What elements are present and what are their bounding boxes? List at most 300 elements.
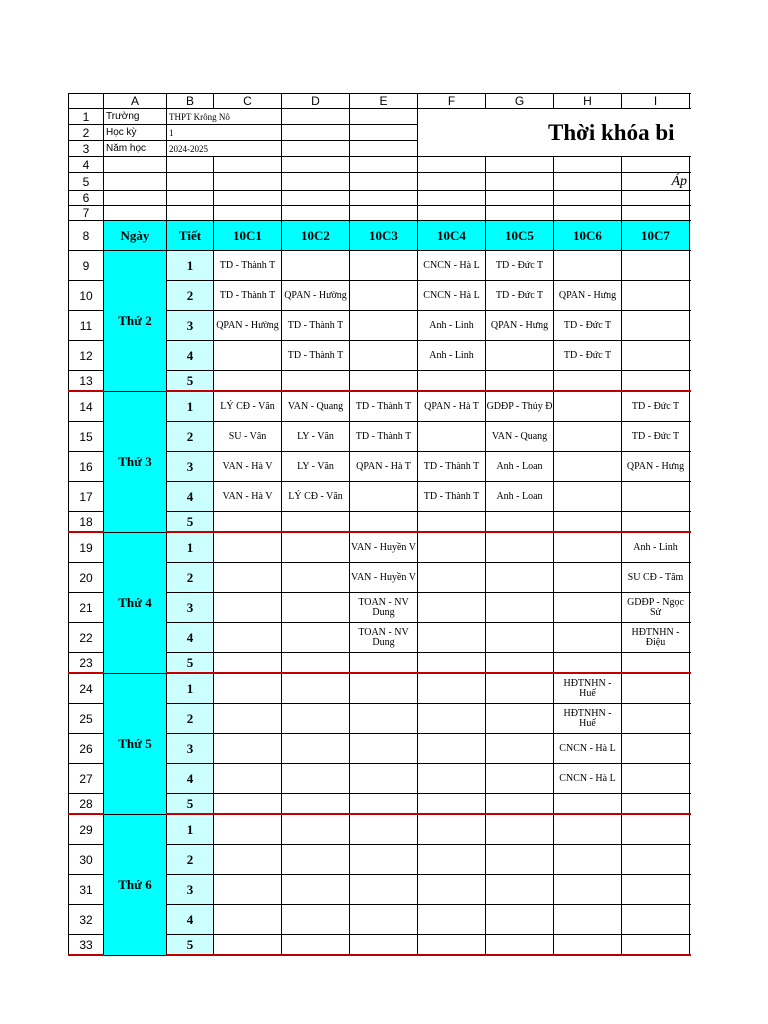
cell[interactable] bbox=[282, 173, 350, 191]
lesson-cell[interactable] bbox=[350, 341, 418, 371]
period-cell[interactable]: 2 bbox=[167, 422, 214, 452]
column-header[interactable]: F bbox=[418, 94, 486, 109]
year-label[interactable]: Năm học bbox=[104, 141, 167, 157]
lesson-cell[interactable] bbox=[554, 653, 622, 674]
cell[interactable] bbox=[690, 221, 692, 251]
cell[interactable] bbox=[104, 157, 167, 173]
lesson-cell[interactable] bbox=[214, 653, 282, 674]
lesson-cell[interactable] bbox=[214, 794, 282, 815]
cell[interactable] bbox=[104, 206, 167, 221]
lesson-cell[interactable]: GDĐP - Thủy Đ bbox=[486, 391, 554, 422]
lesson-cell[interactable] bbox=[282, 794, 350, 815]
lesson-cell[interactable] bbox=[282, 734, 350, 764]
lesson-cell[interactable]: SU - Vân bbox=[214, 422, 282, 452]
lesson-cell[interactable]: CNCN - Hà L bbox=[418, 251, 486, 281]
lesson-cell[interactable] bbox=[282, 251, 350, 281]
lesson-cell[interactable] bbox=[418, 704, 486, 734]
lesson-cell[interactable]: HĐTNHN - Huế bbox=[554, 704, 622, 734]
cell[interactable] bbox=[486, 173, 554, 191]
lesson-cell[interactable] bbox=[418, 563, 486, 593]
period-cell[interactable]: 2 bbox=[167, 845, 214, 875]
lesson-cell[interactable] bbox=[486, 935, 554, 956]
lesson-cell[interactable] bbox=[214, 704, 282, 734]
lesson-cell[interactable] bbox=[350, 905, 418, 935]
lesson-cell[interactable] bbox=[418, 935, 486, 956]
row-number[interactable]: 29 bbox=[69, 814, 104, 845]
row-number[interactable]: 19 bbox=[69, 532, 104, 563]
lesson-cell[interactable]: TD - Thành T bbox=[350, 391, 418, 422]
lesson-cell[interactable] bbox=[350, 704, 418, 734]
lesson-cell[interactable] bbox=[214, 764, 282, 794]
cell[interactable] bbox=[690, 764, 692, 794]
row-number[interactable]: 16 bbox=[69, 452, 104, 482]
semester-value[interactable]: 1 bbox=[167, 125, 282, 141]
lesson-cell[interactable]: VAN - Quang bbox=[486, 422, 554, 452]
row-number[interactable]: 18 bbox=[69, 512, 104, 533]
cell[interactable] bbox=[167, 173, 214, 191]
lesson-cell[interactable] bbox=[554, 452, 622, 482]
period-cell[interactable]: 3 bbox=[167, 452, 214, 482]
lesson-cell[interactable] bbox=[622, 482, 690, 512]
row-number[interactable]: 13 bbox=[69, 371, 104, 392]
cell[interactable] bbox=[282, 109, 350, 125]
lesson-cell[interactable] bbox=[554, 875, 622, 905]
row-number[interactable]: 21 bbox=[69, 593, 104, 623]
lesson-cell[interactable] bbox=[622, 251, 690, 281]
lesson-cell[interactable] bbox=[282, 623, 350, 653]
lesson-cell[interactable] bbox=[282, 814, 350, 845]
lesson-cell[interactable] bbox=[214, 623, 282, 653]
class-header[interactable]: 10C4 bbox=[418, 221, 486, 251]
cell[interactable] bbox=[350, 125, 418, 141]
cell[interactable] bbox=[690, 251, 692, 281]
lesson-cell[interactable]: LÝ CĐ - Văn bbox=[282, 482, 350, 512]
column-header[interactable]: C bbox=[214, 94, 282, 109]
cell[interactable] bbox=[214, 206, 282, 221]
lesson-cell[interactable]: Anh - Loan bbox=[486, 482, 554, 512]
lesson-cell[interactable]: LY - Văn bbox=[282, 452, 350, 482]
lesson-cell[interactable] bbox=[486, 532, 554, 563]
lesson-cell[interactable] bbox=[554, 905, 622, 935]
lesson-cell[interactable] bbox=[418, 875, 486, 905]
lesson-cell[interactable]: TD - Đức T bbox=[554, 341, 622, 371]
lesson-cell[interactable] bbox=[486, 341, 554, 371]
day-cell[interactable]: Thứ 6 bbox=[104, 814, 167, 955]
row-number[interactable]: 7 bbox=[69, 206, 104, 221]
lesson-cell[interactable]: VAN - Hà V bbox=[214, 482, 282, 512]
cell[interactable] bbox=[690, 371, 692, 392]
cell[interactable] bbox=[214, 173, 282, 191]
column-header[interactable]: A bbox=[104, 94, 167, 109]
cell[interactable] bbox=[690, 341, 692, 371]
lesson-cell[interactable] bbox=[350, 281, 418, 311]
lesson-cell[interactable] bbox=[554, 814, 622, 845]
cell[interactable] bbox=[690, 875, 692, 905]
day-header[interactable]: Ngày bbox=[104, 221, 167, 251]
lesson-cell[interactable] bbox=[214, 814, 282, 845]
lesson-cell[interactable]: TD - Thành T bbox=[418, 482, 486, 512]
lesson-cell[interactable]: VAN - Hà V bbox=[214, 452, 282, 482]
lesson-cell[interactable] bbox=[418, 734, 486, 764]
cell[interactable] bbox=[690, 563, 692, 593]
lesson-cell[interactable] bbox=[622, 704, 690, 734]
period-cell[interactable]: 5 bbox=[167, 935, 214, 956]
row-number[interactable]: 28 bbox=[69, 794, 104, 815]
lesson-cell[interactable] bbox=[214, 875, 282, 905]
row-number[interactable]: 10 bbox=[69, 281, 104, 311]
lesson-cell[interactable] bbox=[418, 532, 486, 563]
lesson-cell[interactable] bbox=[214, 593, 282, 623]
lesson-cell[interactable] bbox=[622, 764, 690, 794]
lesson-cell[interactable] bbox=[486, 734, 554, 764]
lesson-cell[interactable]: VAN - Huyền V bbox=[350, 532, 418, 563]
cell[interactable] bbox=[214, 191, 282, 206]
cell[interactable] bbox=[167, 157, 214, 173]
lesson-cell[interactable] bbox=[350, 371, 418, 392]
lesson-cell[interactable]: HĐTNHN - Huế bbox=[554, 673, 622, 704]
lesson-cell[interactable]: VAN - Quang bbox=[282, 391, 350, 422]
period-cell[interactable]: 3 bbox=[167, 734, 214, 764]
lesson-cell[interactable] bbox=[486, 673, 554, 704]
cell[interactable] bbox=[690, 532, 692, 563]
day-cell[interactable]: Thứ 3 bbox=[104, 391, 167, 532]
lesson-cell[interactable] bbox=[350, 482, 418, 512]
lesson-cell[interactable]: Anh - Linh bbox=[622, 532, 690, 563]
effective-note[interactable]: Áp bbox=[622, 173, 690, 191]
lesson-cell[interactable]: QPAN - Hường bbox=[214, 311, 282, 341]
row-number[interactable]: 23 bbox=[69, 653, 104, 674]
row-number[interactable]: 20 bbox=[69, 563, 104, 593]
lesson-cell[interactable] bbox=[486, 623, 554, 653]
lesson-cell[interactable] bbox=[418, 371, 486, 392]
lesson-cell[interactable] bbox=[282, 935, 350, 956]
lesson-cell[interactable] bbox=[418, 814, 486, 845]
lesson-cell[interactable]: TOAN - NV Dung bbox=[350, 623, 418, 653]
lesson-cell[interactable] bbox=[554, 391, 622, 422]
day-cell[interactable]: Thứ 4 bbox=[104, 532, 167, 673]
cell[interactable] bbox=[690, 422, 692, 452]
lesson-cell[interactable]: TD - Thành T bbox=[282, 311, 350, 341]
cell[interactable] bbox=[350, 109, 418, 125]
cell[interactable] bbox=[350, 173, 418, 191]
lesson-cell[interactable] bbox=[418, 512, 486, 533]
lesson-cell[interactable]: LÝ CĐ - Văn bbox=[214, 391, 282, 422]
cell[interactable] bbox=[554, 173, 622, 191]
period-cell[interactable]: 5 bbox=[167, 653, 214, 674]
cell[interactable] bbox=[690, 173, 692, 191]
cell[interactable] bbox=[690, 452, 692, 482]
row-number[interactable]: 32 bbox=[69, 905, 104, 935]
lesson-cell[interactable] bbox=[622, 794, 690, 815]
semester-label[interactable]: Học kỳ bbox=[104, 125, 167, 141]
lesson-cell[interactable] bbox=[486, 563, 554, 593]
row-number[interactable]: 8 bbox=[69, 221, 104, 251]
cell[interactable] bbox=[622, 157, 690, 173]
cell[interactable] bbox=[690, 935, 692, 956]
cell[interactable] bbox=[690, 281, 692, 311]
lesson-cell[interactable] bbox=[282, 875, 350, 905]
lesson-cell[interactable]: GDĐP - Ngọc Sử bbox=[622, 593, 690, 623]
lesson-cell[interactable] bbox=[622, 311, 690, 341]
class-header[interactable]: 10C7 bbox=[622, 221, 690, 251]
lesson-cell[interactable] bbox=[554, 422, 622, 452]
lesson-cell[interactable]: TD - Đức T bbox=[622, 391, 690, 422]
cell[interactable] bbox=[622, 191, 690, 206]
lesson-cell[interactable] bbox=[282, 593, 350, 623]
lesson-cell[interactable] bbox=[350, 734, 418, 764]
lesson-cell[interactable] bbox=[622, 512, 690, 533]
period-cell[interactable]: 3 bbox=[167, 875, 214, 905]
cell[interactable] bbox=[690, 206, 692, 221]
cell[interactable] bbox=[350, 191, 418, 206]
lesson-cell[interactable] bbox=[418, 623, 486, 653]
lesson-cell[interactable] bbox=[486, 845, 554, 875]
lesson-cell[interactable] bbox=[282, 704, 350, 734]
lesson-cell[interactable] bbox=[418, 845, 486, 875]
cell[interactable] bbox=[282, 191, 350, 206]
select-all-corner[interactable] bbox=[69, 94, 104, 109]
column-header-overflow[interactable] bbox=[690, 94, 692, 109]
column-header[interactable]: H bbox=[554, 94, 622, 109]
page-title[interactable]: Thời khóa bi bbox=[418, 109, 692, 157]
period-cell[interactable]: 5 bbox=[167, 512, 214, 533]
row-number[interactable]: 14 bbox=[69, 391, 104, 422]
lesson-cell[interactable] bbox=[486, 905, 554, 935]
lesson-cell[interactable] bbox=[486, 794, 554, 815]
lesson-cell[interactable]: TD - Đức T bbox=[486, 251, 554, 281]
lesson-cell[interactable] bbox=[282, 673, 350, 704]
lesson-cell[interactable] bbox=[554, 482, 622, 512]
cell[interactable] bbox=[350, 141, 418, 157]
cell[interactable] bbox=[104, 191, 167, 206]
cell[interactable] bbox=[282, 125, 350, 141]
lesson-cell[interactable] bbox=[554, 251, 622, 281]
lesson-cell[interactable] bbox=[350, 311, 418, 341]
lesson-cell[interactable]: QPAN - Hưng bbox=[554, 281, 622, 311]
cell[interactable] bbox=[167, 206, 214, 221]
lesson-cell[interactable] bbox=[350, 653, 418, 674]
row-number[interactable]: 31 bbox=[69, 875, 104, 905]
lesson-cell[interactable]: LY - Văn bbox=[282, 422, 350, 452]
cell[interactable] bbox=[690, 673, 692, 704]
class-header[interactable]: 10C6 bbox=[554, 221, 622, 251]
lesson-cell[interactable] bbox=[214, 532, 282, 563]
lesson-cell[interactable] bbox=[418, 905, 486, 935]
lesson-cell[interactable]: TD - Thành T bbox=[350, 422, 418, 452]
row-number[interactable]: 24 bbox=[69, 673, 104, 704]
lesson-cell[interactable] bbox=[350, 814, 418, 845]
lesson-cell[interactable]: TD - Đức T bbox=[622, 422, 690, 452]
period-cell[interactable]: 1 bbox=[167, 673, 214, 704]
class-header[interactable]: 10C2 bbox=[282, 221, 350, 251]
day-cell[interactable]: Thứ 2 bbox=[104, 251, 167, 392]
column-header[interactable]: B bbox=[167, 94, 214, 109]
row-number[interactable]: 12 bbox=[69, 341, 104, 371]
lesson-cell[interactable]: TD - Thành T bbox=[214, 251, 282, 281]
period-cell[interactable]: 3 bbox=[167, 311, 214, 341]
lesson-cell[interactable] bbox=[350, 935, 418, 956]
lesson-cell[interactable] bbox=[486, 512, 554, 533]
lesson-cell[interactable] bbox=[622, 875, 690, 905]
lesson-cell[interactable] bbox=[554, 512, 622, 533]
lesson-cell[interactable]: QPAN - Hưng bbox=[486, 311, 554, 341]
column-header[interactable]: D bbox=[282, 94, 350, 109]
cell[interactable] bbox=[104, 173, 167, 191]
lesson-cell[interactable] bbox=[282, 905, 350, 935]
cell[interactable] bbox=[690, 794, 692, 815]
lesson-cell[interactable]: TOAN - NV Dung bbox=[350, 593, 418, 623]
period-cell[interactable]: 1 bbox=[167, 251, 214, 281]
lesson-cell[interactable] bbox=[214, 734, 282, 764]
lesson-cell[interactable] bbox=[350, 875, 418, 905]
period-cell[interactable]: 5 bbox=[167, 371, 214, 392]
row-number[interactable]: 1 bbox=[69, 109, 104, 125]
row-number[interactable]: 25 bbox=[69, 704, 104, 734]
lesson-cell[interactable] bbox=[622, 371, 690, 392]
lesson-cell[interactable] bbox=[622, 935, 690, 956]
cell[interactable] bbox=[282, 206, 350, 221]
lesson-cell[interactable] bbox=[282, 371, 350, 392]
column-header[interactable]: E bbox=[350, 94, 418, 109]
cell[interactable] bbox=[486, 206, 554, 221]
lesson-cell[interactable] bbox=[554, 845, 622, 875]
lesson-cell[interactable] bbox=[554, 623, 622, 653]
row-number[interactable]: 9 bbox=[69, 251, 104, 281]
lesson-cell[interactable]: TD - Đức T bbox=[554, 311, 622, 341]
lesson-cell[interactable] bbox=[214, 935, 282, 956]
lesson-cell[interactable] bbox=[554, 935, 622, 956]
lesson-cell[interactable] bbox=[554, 794, 622, 815]
cell[interactable] bbox=[690, 845, 692, 875]
cell[interactable] bbox=[690, 623, 692, 653]
lesson-cell[interactable]: Anh - Loan bbox=[486, 452, 554, 482]
lesson-cell[interactable] bbox=[622, 814, 690, 845]
row-number[interactable]: 4 bbox=[69, 157, 104, 173]
period-cell[interactable]: 1 bbox=[167, 532, 214, 563]
cell[interactable] bbox=[350, 206, 418, 221]
lesson-cell[interactable] bbox=[554, 532, 622, 563]
school-label[interactable]: Trường bbox=[104, 109, 167, 125]
lesson-cell[interactable]: QPAN - Hường bbox=[282, 281, 350, 311]
row-number[interactable]: 33 bbox=[69, 935, 104, 956]
lesson-cell[interactable] bbox=[282, 653, 350, 674]
period-cell[interactable]: 2 bbox=[167, 281, 214, 311]
row-number[interactable]: 27 bbox=[69, 764, 104, 794]
period-cell[interactable]: 4 bbox=[167, 623, 214, 653]
class-header[interactable]: 10C5 bbox=[486, 221, 554, 251]
cell[interactable] bbox=[690, 391, 692, 422]
lesson-cell[interactable] bbox=[622, 845, 690, 875]
period-cell[interactable]: 1 bbox=[167, 814, 214, 845]
lesson-cell[interactable]: HĐTNHN - Điệu bbox=[622, 623, 690, 653]
lesson-cell[interactable] bbox=[418, 422, 486, 452]
lesson-cell[interactable] bbox=[214, 905, 282, 935]
lesson-cell[interactable] bbox=[214, 563, 282, 593]
lesson-cell[interactable]: QPAN - Hưng bbox=[622, 452, 690, 482]
cell[interactable] bbox=[282, 141, 350, 157]
lesson-cell[interactable] bbox=[486, 653, 554, 674]
cell[interactable] bbox=[554, 206, 622, 221]
lesson-cell[interactable] bbox=[350, 764, 418, 794]
lesson-cell[interactable] bbox=[350, 251, 418, 281]
lesson-cell[interactable] bbox=[622, 653, 690, 674]
lesson-cell[interactable] bbox=[554, 593, 622, 623]
cell[interactable] bbox=[486, 157, 554, 173]
lesson-cell[interactable]: SU CĐ - Tâm bbox=[622, 563, 690, 593]
lesson-cell[interactable] bbox=[486, 875, 554, 905]
cell[interactable] bbox=[690, 311, 692, 341]
cell[interactable] bbox=[418, 206, 486, 221]
row-number[interactable]: 11 bbox=[69, 311, 104, 341]
period-header[interactable]: Tiết bbox=[167, 221, 214, 251]
row-number[interactable]: 6 bbox=[69, 191, 104, 206]
lesson-cell[interactable] bbox=[486, 593, 554, 623]
lesson-cell[interactable] bbox=[554, 371, 622, 392]
cell[interactable] bbox=[418, 173, 486, 191]
period-cell[interactable]: 5 bbox=[167, 794, 214, 815]
lesson-cell[interactable]: CNCN - Hà L bbox=[554, 734, 622, 764]
lesson-cell[interactable] bbox=[486, 814, 554, 845]
cell[interactable] bbox=[690, 157, 692, 173]
lesson-cell[interactable] bbox=[486, 371, 554, 392]
lesson-cell[interactable] bbox=[350, 512, 418, 533]
cell[interactable] bbox=[214, 157, 282, 173]
cell[interactable] bbox=[622, 206, 690, 221]
cell[interactable] bbox=[167, 191, 214, 206]
lesson-cell[interactable] bbox=[554, 563, 622, 593]
lesson-cell[interactable] bbox=[350, 794, 418, 815]
lesson-cell[interactable] bbox=[622, 341, 690, 371]
row-number[interactable]: 15 bbox=[69, 422, 104, 452]
lesson-cell[interactable] bbox=[282, 845, 350, 875]
cell[interactable] bbox=[486, 191, 554, 206]
school-value[interactable]: THPT Krông Nô bbox=[167, 109, 282, 125]
period-cell[interactable]: 2 bbox=[167, 704, 214, 734]
lesson-cell[interactable]: QPAN - Hà T bbox=[350, 452, 418, 482]
lesson-cell[interactable] bbox=[282, 563, 350, 593]
lesson-cell[interactable] bbox=[214, 845, 282, 875]
cell[interactable] bbox=[690, 734, 692, 764]
column-header[interactable]: G bbox=[486, 94, 554, 109]
lesson-cell[interactable] bbox=[418, 653, 486, 674]
lesson-cell[interactable] bbox=[486, 704, 554, 734]
lesson-cell[interactable] bbox=[622, 673, 690, 704]
cell[interactable] bbox=[418, 191, 486, 206]
lesson-cell[interactable] bbox=[622, 281, 690, 311]
lesson-cell[interactable]: VAN - Huyền V bbox=[350, 563, 418, 593]
cell[interactable] bbox=[350, 157, 418, 173]
cell[interactable] bbox=[554, 191, 622, 206]
lesson-cell[interactable]: TD - Thành T bbox=[214, 281, 282, 311]
cell[interactable] bbox=[282, 157, 350, 173]
row-number[interactable]: 30 bbox=[69, 845, 104, 875]
column-header[interactable]: I bbox=[622, 94, 690, 109]
period-cell[interactable]: 2 bbox=[167, 563, 214, 593]
lesson-cell[interactable]: QPAN - Hà T bbox=[418, 391, 486, 422]
cell[interactable] bbox=[418, 157, 486, 173]
year-value[interactable]: 2024-2025 bbox=[167, 141, 282, 157]
lesson-cell[interactable] bbox=[418, 593, 486, 623]
lesson-cell[interactable] bbox=[214, 341, 282, 371]
lesson-cell[interactable] bbox=[418, 673, 486, 704]
row-number[interactable]: 17 bbox=[69, 482, 104, 512]
lesson-cell[interactable]: TD - Đức T bbox=[486, 281, 554, 311]
cell[interactable] bbox=[690, 905, 692, 935]
lesson-cell[interactable]: CNCN - Hà L bbox=[554, 764, 622, 794]
cell[interactable] bbox=[690, 512, 692, 533]
row-number[interactable]: 26 bbox=[69, 734, 104, 764]
class-header[interactable]: 10C1 bbox=[214, 221, 282, 251]
